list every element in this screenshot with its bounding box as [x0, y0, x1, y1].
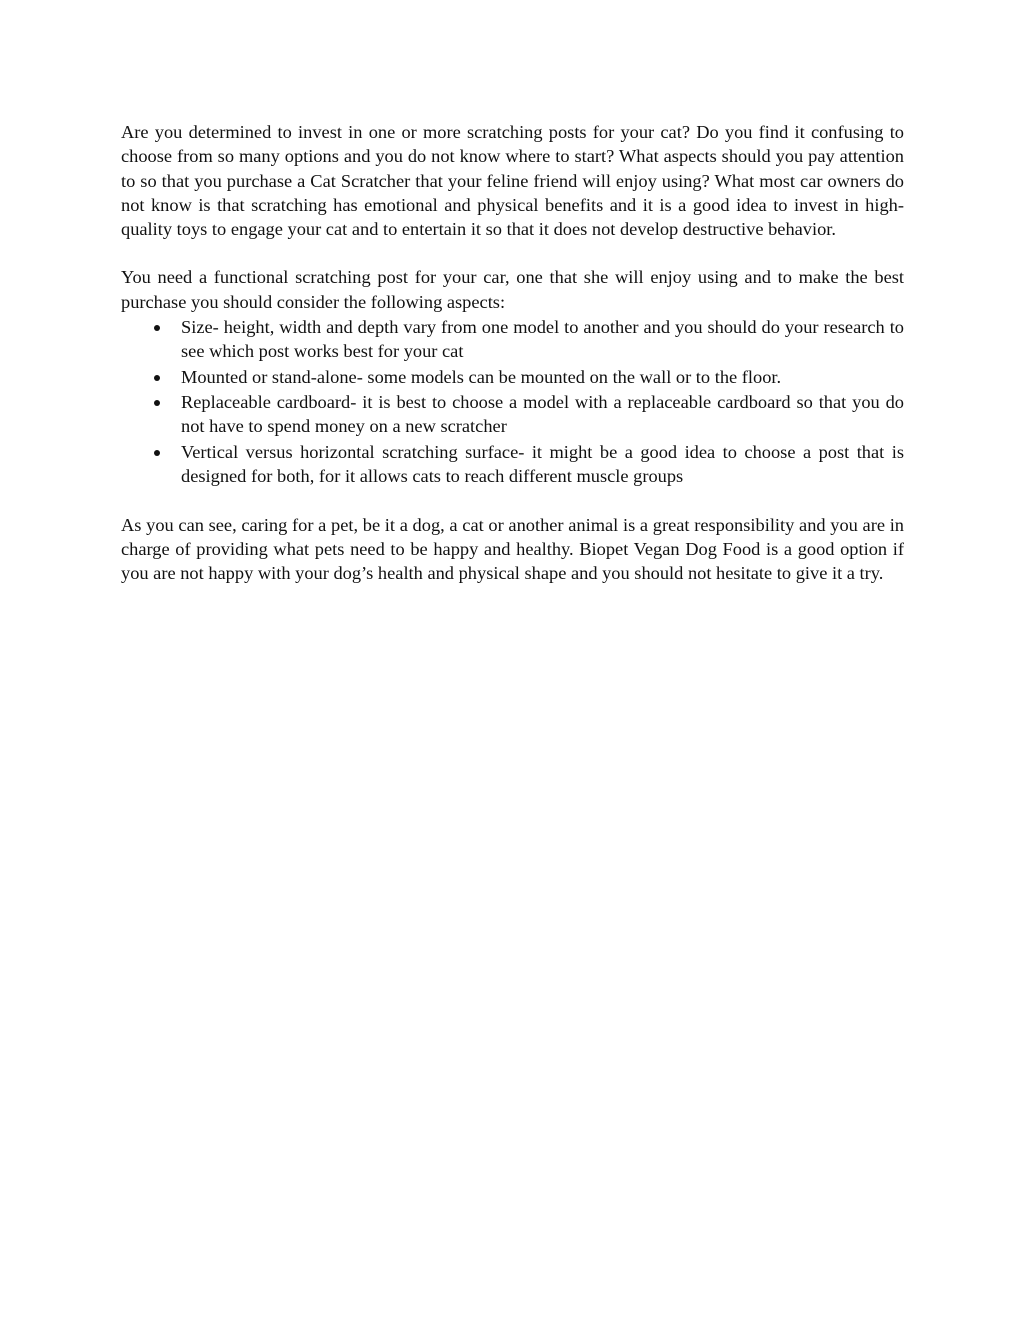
bullet-text: Vertical versus horizontal scratching surface- it might be a good idea to choose a post that is designed for both, for it allows cats to reach different muscle groups — [181, 441, 904, 487]
aspects-intro-paragraph: You need a functional scratching post for your car, one that she will enjoy using and to make the best purchase you should consider the following aspects: — [121, 267, 904, 312]
intro-paragraph: Are you determined to invest in one or more scratching posts for your cat? Do you find it confusing to choose from so many options and you do not know where to start? What aspects should you pay attention to so that you purchase a Cat Scratcher that your feline friend will enjoy using? What most car owners do not know is that scratching has emotional and physical benefits and it is a good idea to invest in high-quality toys to engage your cat and to entertain it so that it does not develop destructive behavior. — [121, 122, 904, 240]
bullet-icon — [154, 450, 160, 456]
bullet-icon — [154, 375, 160, 381]
aspects-bullet-list — [121, 315, 904, 489]
bullet-icon — [154, 400, 160, 406]
bullet-icon — [154, 325, 160, 331]
bullet-item-surface — [121, 440, 904, 489]
bullet-item-mounted — [121, 365, 904, 389]
closing-paragraph: As you can see, caring for a pet, be it a dog, a cat or another animal is a great responsibility and you are in charge of providing what pets need to be happy and healthy. Biopet Vegan Dog Food is a good option if you are not happy with your dog’s health and physical shape and you should not hesitate to give it a try. — [121, 514, 904, 584]
bullet-item-size — [121, 315, 904, 364]
bullet-text: Replaceable cardboard- it is best to choose a model with a replaceable cardboard so that you do not have to spend money on a new scratcher — [181, 392, 904, 437]
paragraph-spacer — [121, 241, 904, 265]
bullet-text: Size- height, width and depth vary from one model to another and you should do your research to see which post works best for your cat — [181, 316, 904, 362]
bullet-item-cardboard — [121, 390, 904, 439]
bullet-text: Mounted or stand-alone- some models can be mounted on the wall or to the floor. — [181, 366, 782, 387]
paragraph-spacer — [121, 489, 904, 513]
document-page — [121, 120, 904, 585]
